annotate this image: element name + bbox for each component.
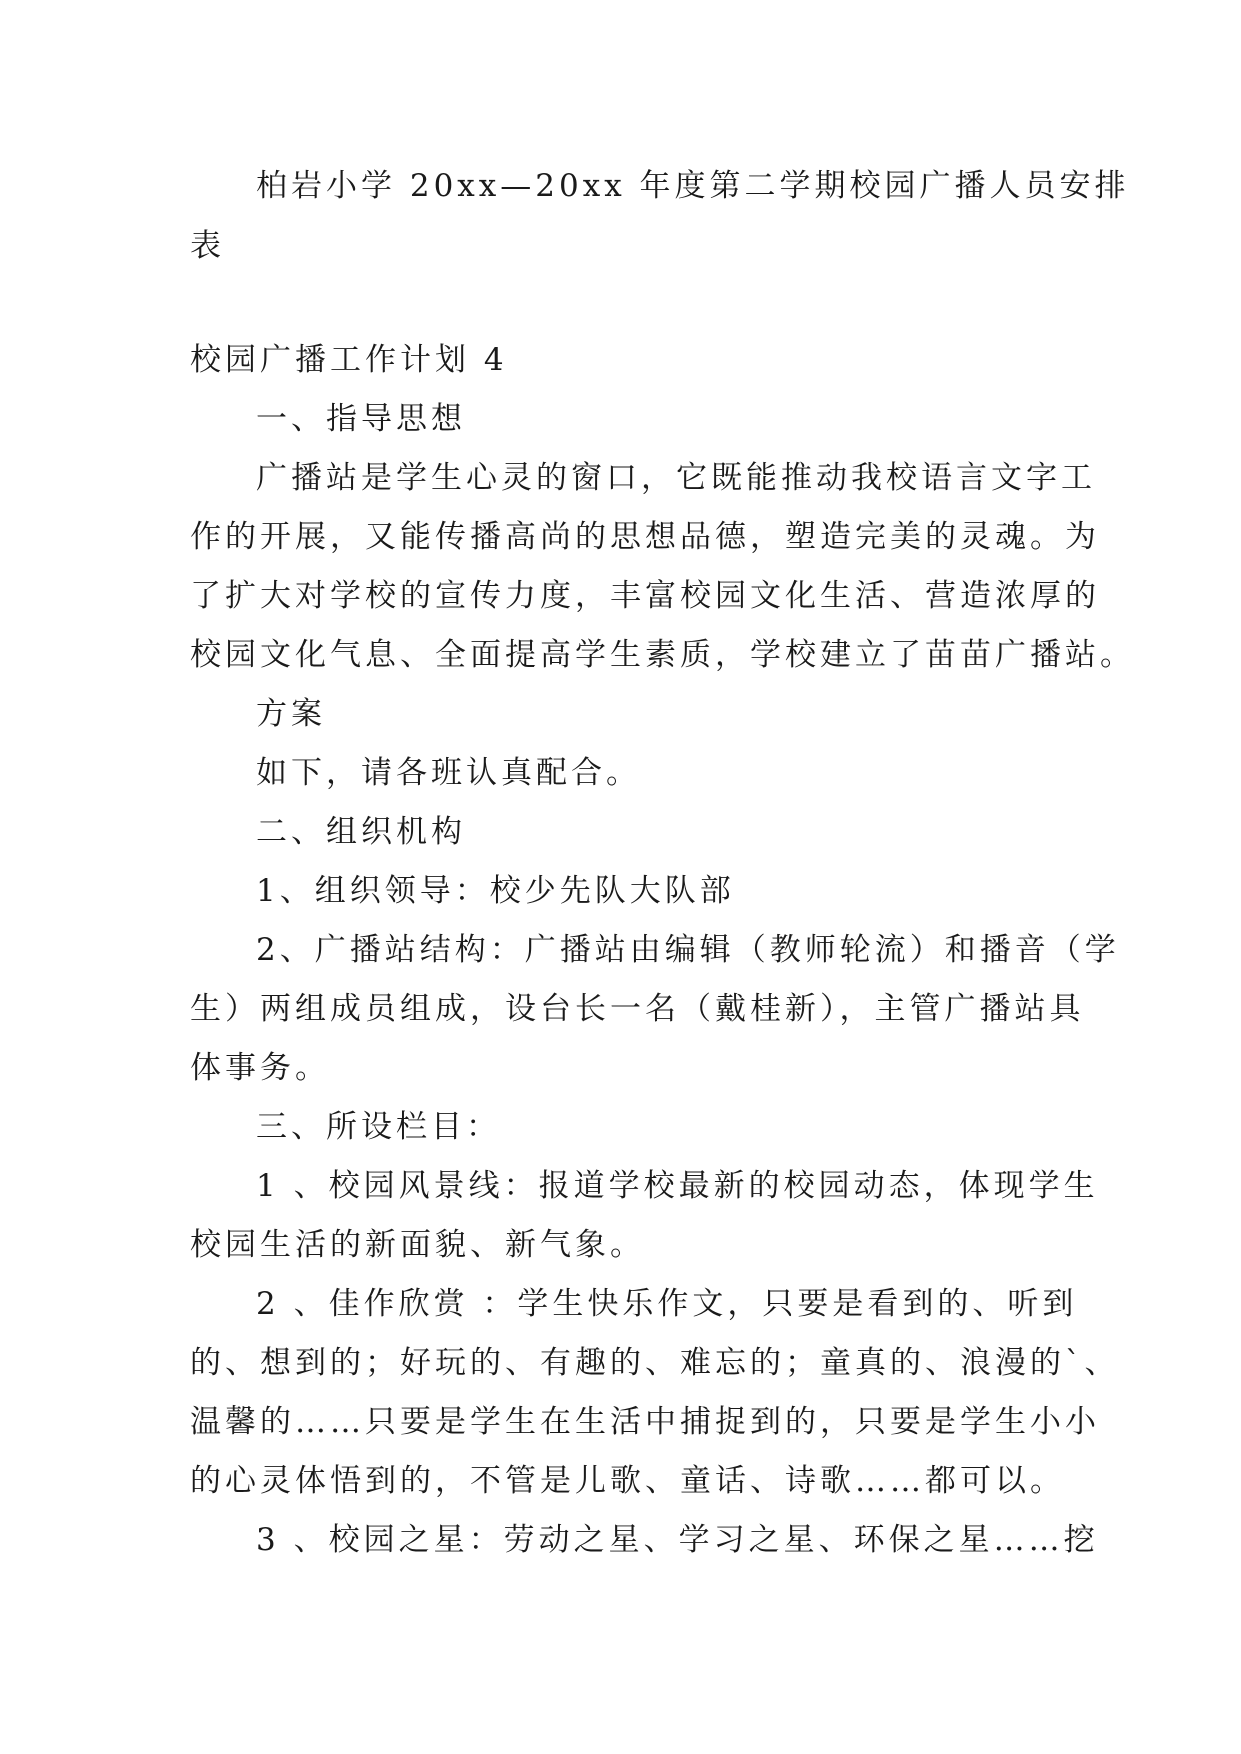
paragraph-line: 体事务。 xyxy=(190,1050,330,1086)
document-title-line-1: 柏岩小学 20xx—20xx 年度第二学期校园广播人员安排 xyxy=(256,168,1130,204)
paragraph-line: 生）两组成员组成，设台长一名（戴桂新），主管广播站具 xyxy=(190,991,1085,1027)
list-item: 2 、佳作欣赏 ：学生快乐作文，只要是看到的、听到 xyxy=(256,1286,1078,1322)
paragraph-line: 方案 xyxy=(256,696,326,732)
paragraph-line: 了扩大对学校的宣传力度，丰富校园文化生活、营造浓厚的 xyxy=(190,578,1100,614)
heading-organization: 二、组织机构 xyxy=(256,814,466,850)
paragraph-line: 如下，请各班认真配合。 xyxy=(256,755,641,791)
paragraph-line: 作的开展，又能传播高尚的思想品德，塑造完美的灵魂。为 xyxy=(190,519,1100,555)
paragraph-line: 广播站是学生心灵的窗口，它既能推动我校语言文字工 xyxy=(256,460,1096,496)
document-title-line-2: 表 xyxy=(190,228,225,264)
paragraph-line: 温馨的……只要是学生在生活中捕捉到的，只要是学生小小 xyxy=(190,1404,1100,1440)
paragraph-line: 校园文化气息、全面提高学生素质，学校建立了苗苗广播站。 xyxy=(190,637,1135,673)
heading-guiding-thought: 一、指导思想 xyxy=(256,401,466,437)
list-item: 1 、校园风景线：报道学校最新的校园动态，体现学生 xyxy=(256,1168,1099,1204)
list-item: 2、广播站结构：广播站由编辑（教师轮流）和播音（学 xyxy=(256,932,1120,968)
heading-columns: 三、所设栏目： xyxy=(256,1109,501,1145)
paragraph-line: 校园生活的新面貌、新气象。 xyxy=(190,1227,645,1263)
list-item: 1、组织领导：校少先队大队部 xyxy=(256,873,735,909)
paragraph-line: 的心灵体悟到的，不管是儿歌、童话、诗歌……都可以。 xyxy=(190,1463,1065,1499)
paragraph-line: 的、想到的；好玩的、有趣的、难忘的；童真的、浪漫的`、 xyxy=(190,1345,1120,1381)
section-heading: 校园广播工作计划 4 xyxy=(190,342,508,378)
list-item: 3 、校园之星：劳动之星、学习之星、环保之星……挖 xyxy=(256,1522,1099,1558)
